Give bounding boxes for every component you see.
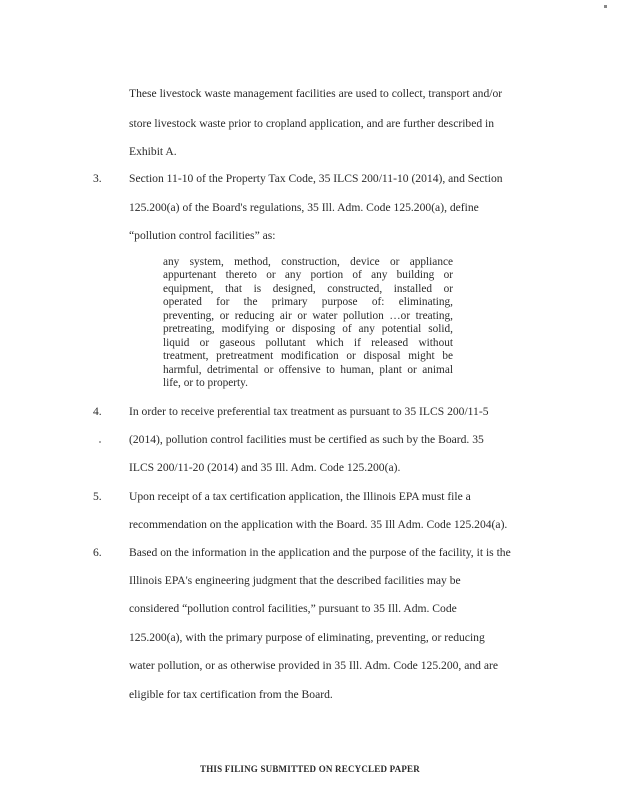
para3-number: 3. bbox=[93, 172, 102, 185]
para6-line-6: eligible for tax certification from the Board. bbox=[129, 688, 333, 701]
quote-line-10: life, or to property. bbox=[163, 377, 248, 389]
quote-line-7: liquid or gaseous pollutant which if released without bbox=[163, 337, 453, 349]
para6-number: 6. bbox=[93, 546, 102, 559]
intro-line-2: store livestock waste prior to cropland application, and are further described in bbox=[129, 117, 495, 130]
para6-line-1: Based on the information in the application and the purpose of the facility, it is the bbox=[129, 546, 511, 559]
para5-line-1: Upon receipt of a tax certification application, the Illinois EPA must file a bbox=[129, 490, 471, 503]
para6-line-2: Illinois EPA's engineering judgment that the described facilities may be bbox=[129, 574, 461, 587]
quote-line-6: pretreating, modifying or disposing of any potential solid, bbox=[163, 323, 453, 335]
para4-number: 4. bbox=[93, 405, 102, 418]
para4-line-2: (2014), pollution control facilities must be certified as such by the Board. 35 bbox=[129, 433, 484, 446]
quote-line-3: equipment, that is designed, constructed, installed or bbox=[163, 283, 453, 295]
quote-line-2: appurtenant thereto or any portion of any building or bbox=[163, 269, 453, 281]
quote-line-9: harmful, detrimental or offensive to human, plant or animal bbox=[163, 364, 453, 376]
para4-line-3: ILCS 200/11-20 (2014) and 35 Ill. Adm. Code 125.200(a). bbox=[129, 461, 401, 474]
quote-line-1: any system, method, construction, device or appliance bbox=[163, 256, 453, 268]
scan-mark bbox=[604, 5, 607, 8]
para5-number: 5. bbox=[93, 490, 102, 503]
para3-line-1: Section 11-10 of the Property Tax Code, 35 ILCS 200/11-10 (2014), and Section bbox=[129, 172, 503, 185]
quote-line-5: preventing, or reducing air or water pollution …or treating, bbox=[163, 310, 453, 322]
intro-line-3: Exhibit A. bbox=[129, 145, 177, 158]
para4-line-1: In order to receive preferential tax treatment as pursuant to 35 ILCS 200/11-5 bbox=[129, 405, 489, 418]
para6-line-5: water pollution, or as otherwise provided in 35 Ill. Adm. Code 125.200, and are bbox=[129, 659, 498, 672]
scan-speck bbox=[99, 441, 101, 443]
quote-line-4: operated for the primary purpose of: eliminating, bbox=[163, 296, 453, 308]
para3-line-3: “pollution control facilities” as: bbox=[129, 229, 276, 242]
para6-line-4: 125.200(a), with the primary purpose of eliminating, preventing, or reducing bbox=[129, 631, 485, 644]
intro-line-1: These livestock waste management facilities are used to collect, transport and/or bbox=[129, 87, 503, 100]
page-footer: THIS FILING SUBMITTED ON RECYCLED PAPER bbox=[200, 764, 420, 774]
para6-line-3: considered “pollution control facilities,” pursuant to 35 Ill. Adm. Code bbox=[129, 602, 457, 615]
para5-line-2: recommendation on the application with the Board. 35 Ill Adm. Code 125.204(a). bbox=[129, 518, 508, 531]
para3-line-2: 125.200(a) of the Board's regulations, 35 Ill. Adm. Code 125.200(a), define bbox=[129, 201, 479, 214]
quote-line-8: treatment, pretreatment modification or disposal might be bbox=[163, 350, 453, 362]
